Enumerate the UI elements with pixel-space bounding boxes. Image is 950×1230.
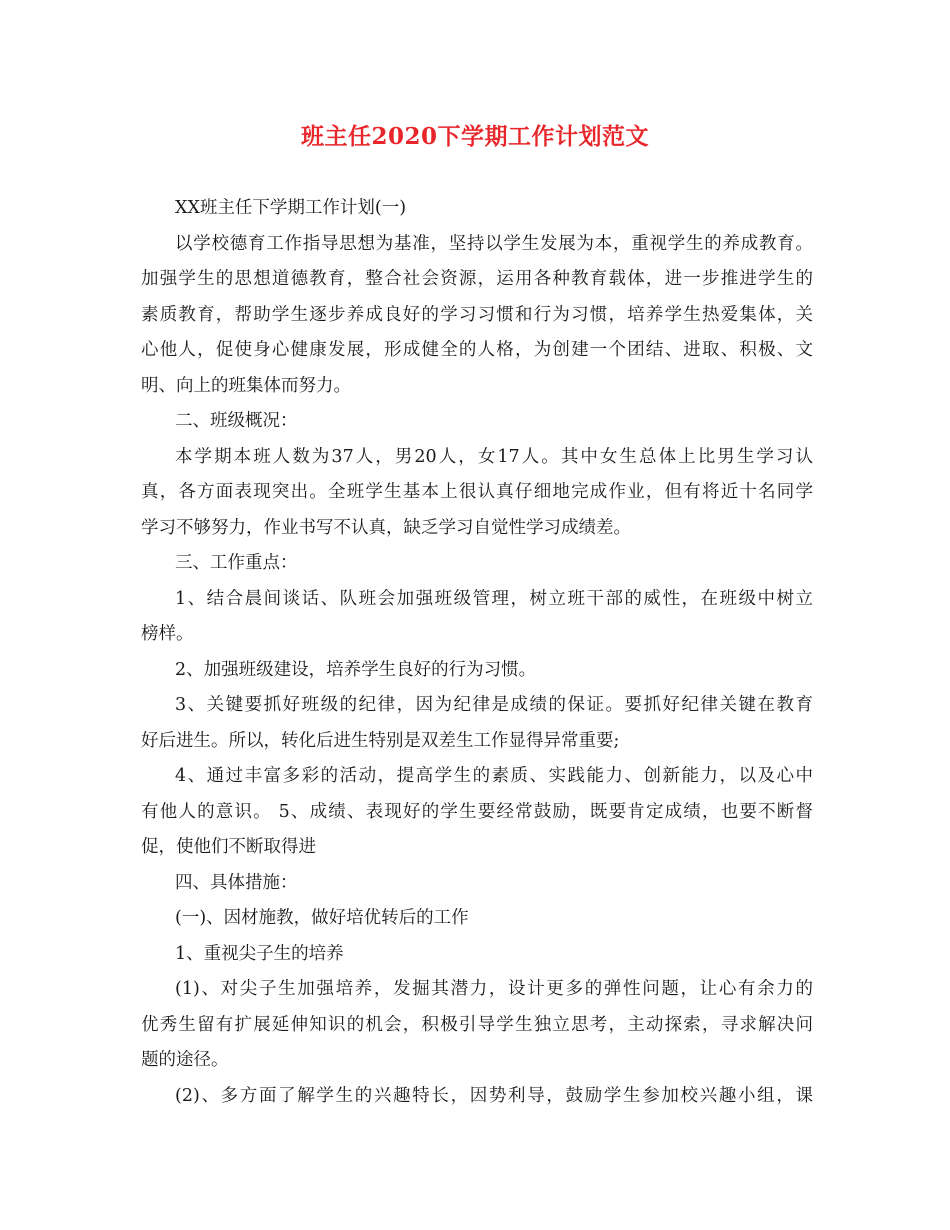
section-heading: 三、工作重点： xyxy=(175,553,298,573)
paragraph-line: 促，使他们不断取得进 xyxy=(141,837,316,857)
paragraph-line: 有他人的意识。 5、成绩、表现好的学生要经常鼓励，既要肯定成绩，也要不断督 xyxy=(141,801,813,822)
paragraph-line: 优秀生留有扩展延伸知识的机会，积极引导学生独立思考，主动探索，寻求解决问 xyxy=(141,1014,813,1035)
paragraph-line: 榜样。 xyxy=(141,624,194,644)
paragraph-line: 加强学生的思想道德教育，整合社会资源，运用各种教育载体，进一步推进学生的 xyxy=(141,269,813,289)
paragraph-line: (1)、对尖子生加强培养，发掘其潜力，设计更多的弹性问题，让心有余力的 xyxy=(175,979,813,999)
paragraph-line: 心他人，促使身心健康发展，形成健全的人格，为创建一个团结、进取、积极、文 xyxy=(141,340,813,360)
paragraph-line: 4、通过丰富多彩的活动，提高学生的素质、实践能力、创新能力，以及心中 xyxy=(175,766,813,786)
paragraph-line: 好后进生。所以，转化后进生特别是双差生工作显得异常重要; xyxy=(141,730,620,751)
paragraph-line: 本学期本班人数为37人，男20人，女17人。其中女生总体上比男生学习认 xyxy=(175,446,813,467)
document-body xyxy=(141,191,813,1114)
paragraph-line: (2)、多方面了解学生的兴趣特长，因势利导，鼓励学生参加校兴趣小组，课 xyxy=(175,1085,813,1106)
paragraph-line: 学习不够努力，作业书写不认真，缺乏学习自觉性学习成绩差。 xyxy=(141,517,631,538)
paragraph-line: 素质教育，帮助学生逐步养成良好的学习习惯和行为习惯，培养学生热爱集体，关 xyxy=(141,304,813,325)
section-heading: 四、具体措施： xyxy=(175,872,298,893)
section-heading: 二、班级概况： xyxy=(175,411,298,431)
paragraph-line: 3、关键要抓好班级的纪律，因为纪律是成绩的保证。要抓好纪律关键在教育 xyxy=(175,695,813,715)
plan-subtitle: XX班主任下学期工作计划(一) xyxy=(175,198,407,218)
paragraph-line: 1、重视尖子生的培养 xyxy=(175,943,344,964)
document-title: 班主任2020下学期工作计划范文 xyxy=(300,123,649,150)
paragraph-line: 2、加强班级建设，培养学生良好的行为习惯。 xyxy=(175,659,537,680)
paragraph-line: 明、向上的班集体而努力。 xyxy=(141,375,351,396)
subsection-heading: (一)、因材施教，做好培优转后的工作 xyxy=(175,908,469,928)
paragraph-line: 1、结合晨间谈话、队班会加强班级管理，树立班干部的威性，在班级中树立 xyxy=(175,588,813,609)
paragraph-line: 以学校德育工作指导思想为基准，坚持以学生发展为本，重视学生的养成教育。 xyxy=(175,233,813,254)
paragraph-line: 真，各方面表现突出。全班学生基本上很认真仔细地完成作业，但有将近十名同学 xyxy=(141,482,813,502)
paragraph-line: 题的途径。 xyxy=(141,1050,229,1070)
